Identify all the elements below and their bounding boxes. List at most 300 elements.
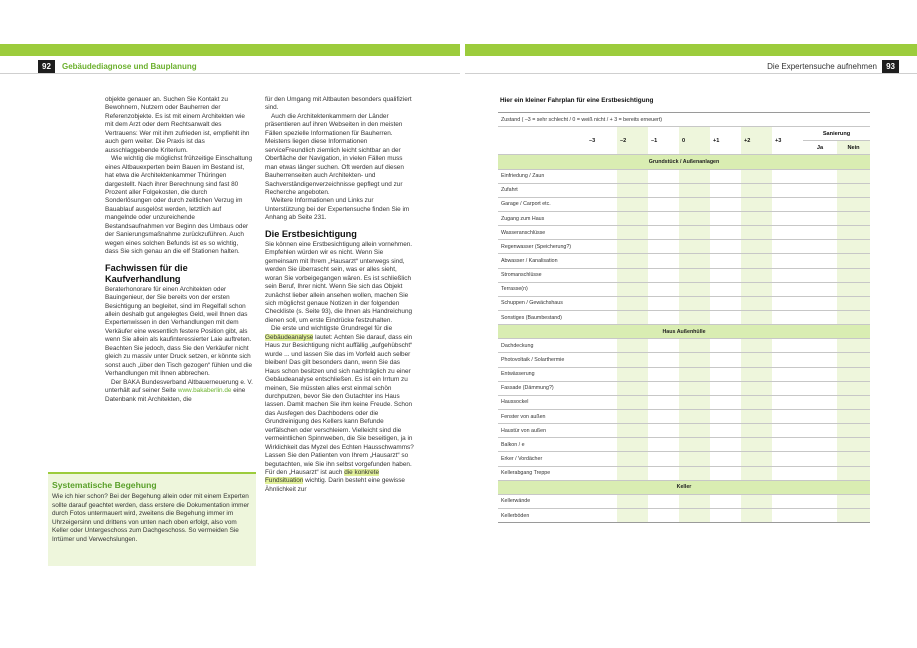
header-blank-cell xyxy=(498,127,586,155)
section-heading: Fachwissen für die Kaufverhandlung xyxy=(105,262,188,284)
rating-cell[interactable] xyxy=(710,494,741,508)
sanierung-ja-cell[interactable] xyxy=(803,367,837,381)
sanierung-nein-cell[interactable] xyxy=(837,508,870,522)
ja-header: Ja xyxy=(803,141,837,155)
checklist-item-label: Wasseranschlüsse xyxy=(498,226,586,240)
rating-cell[interactable] xyxy=(648,438,679,452)
rating-cell[interactable] xyxy=(648,226,679,240)
text-column-2 xyxy=(265,96,415,494)
rating-cell[interactable] xyxy=(617,353,648,367)
highlighted-term: die konkrete Fundsituation xyxy=(265,469,380,485)
paragraph: Sie können eine Erstbesichtigung allein vornehmen. Empfehlen würden wir es nicht. Wenn Sie gemeinsam mit Ihrem „Hausarzt“ unterwegs sind, werden Sie überrascht sein, was er alles sieht, woran Sie vorbeigegangen wären. Es ist schließlich sein Beruf, Ihrer nicht. Wenn Sie sich das Objekt zunächst lieber allein ansehen wollen, machen Sie sich möglichst genaue Notizen in der folgenden Checkliste (s. Seite 93), die Ihnen als Handreichung dienen soll, um erste Eindrücke festzuhalten. xyxy=(265,240,413,324)
sanierung-nein-cell[interactable] xyxy=(837,211,870,225)
rating-cell[interactable] xyxy=(617,367,648,381)
rating-cell[interactable] xyxy=(586,367,617,381)
rating-cell[interactable] xyxy=(586,197,617,211)
rating-cell[interactable] xyxy=(586,508,617,522)
sanierung-ja-cell[interactable] xyxy=(803,339,837,353)
sanierung-nein-cell[interactable] xyxy=(837,494,870,508)
rating-cell[interactable] xyxy=(648,395,679,409)
rating-cell[interactable] xyxy=(772,452,803,466)
rating-cell[interactable] xyxy=(617,438,648,452)
rating-cell[interactable] xyxy=(586,424,617,438)
checklist-item-label: Terrasse(n) xyxy=(498,282,586,296)
sanierung-ja-cell[interactable] xyxy=(803,268,837,282)
sanierung-nein-cell[interactable] xyxy=(837,169,870,183)
checklist-row xyxy=(498,353,870,367)
rating-cell[interactable] xyxy=(710,452,741,466)
checklist-item-label: Kellerböden xyxy=(498,508,586,522)
sanierung-nein-cell[interactable] xyxy=(837,466,870,480)
rating-cell[interactable] xyxy=(617,409,648,423)
rating-cell[interactable] xyxy=(617,226,648,240)
rating-cell[interactable] xyxy=(741,466,772,480)
rating-cell[interactable] xyxy=(679,424,710,438)
scale-header: –3 xyxy=(586,127,617,155)
rating-cell[interactable] xyxy=(741,211,772,225)
nein-header: Nein xyxy=(837,141,870,155)
rating-cell[interactable] xyxy=(741,197,772,211)
rating-cell[interactable] xyxy=(710,409,741,423)
checklist-row xyxy=(498,339,870,353)
rating-cell[interactable] xyxy=(617,211,648,225)
checklist-row xyxy=(498,395,870,409)
rating-cell[interactable] xyxy=(772,254,803,268)
sanierung-nein-cell[interactable] xyxy=(837,452,870,466)
sanierung-ja-cell[interactable] xyxy=(803,381,837,395)
scale-header: 0 xyxy=(679,127,710,155)
sanierung-header: Sanierung xyxy=(803,127,870,141)
rating-cell[interactable] xyxy=(710,438,741,452)
checklist-item-label: Kellerwände xyxy=(498,494,586,508)
sanierung-ja-cell[interactable] xyxy=(803,424,837,438)
rating-cell[interactable] xyxy=(617,466,648,480)
paragraph: Beraterhonorare für einen Architekten oder Bauingenieur, der Sie bereits von der ersten Besichtigung an begleitet, sind im Regelfall schon allein deshalb gut angelegtes Geld, weil Ihnen das Expertenwissen in den Verhandlungen mit dem Verkäufer eine wesentlich festere Position gibt, als wenn Sie allein als kaufinteressierter Laie auftreten. Beachten Sie jedoch, dass Sie den Verkäufer nicht gleich zu massiv unter Druck setzen, er könnte sich sonst auch „über den Tisch gezogen“ fühlen und die Verhandlungen mit Ihnen abbrechen. xyxy=(105,285,253,378)
rating-cell[interactable] xyxy=(617,494,648,508)
rating-cell[interactable] xyxy=(741,452,772,466)
rating-cell[interactable] xyxy=(772,438,803,452)
checklist-row xyxy=(498,424,870,438)
right-page-number: 93 xyxy=(882,60,899,73)
rating-cell[interactable] xyxy=(679,438,710,452)
rating-cell[interactable] xyxy=(772,424,803,438)
rating-cell[interactable] xyxy=(741,254,772,268)
rating-cell[interactable] xyxy=(679,339,710,353)
checklist-row xyxy=(498,438,870,452)
section-heading: Die Erstbesichtigung xyxy=(265,228,357,239)
sanierung-ja-cell[interactable] xyxy=(803,494,837,508)
rating-cell[interactable] xyxy=(710,254,741,268)
scale-header: +3 xyxy=(772,127,803,155)
scale-header: –2 xyxy=(617,127,648,155)
sanierung-ja-cell[interactable] xyxy=(803,409,837,423)
paragraph: Weitere Informationen und Links zur Unterstützung bei der Expertensuche finden Sie im Anhang ab Seite 231. xyxy=(265,197,410,222)
rating-cell[interactable] xyxy=(617,268,648,282)
section-title: Keller xyxy=(498,480,870,494)
left-page-header xyxy=(0,60,460,74)
rating-cell[interactable] xyxy=(648,494,679,508)
rating-cell[interactable] xyxy=(710,381,741,395)
paragraph xyxy=(265,325,415,494)
scale-header: –1 xyxy=(648,127,679,155)
text-span: Der BAKA Bundesverband Altbauerneuerung e. V. unterhält auf seiner Seite xyxy=(105,378,253,395)
rating-cell[interactable] xyxy=(586,226,617,240)
rating-cell[interactable] xyxy=(617,395,648,409)
checklist-row xyxy=(498,211,870,225)
rating-cell[interactable] xyxy=(679,395,710,409)
rating-cell[interactable] xyxy=(617,381,648,395)
sanierung-nein-cell[interactable] xyxy=(837,268,870,282)
rating-cell[interactable] xyxy=(710,367,741,381)
sanierung-nein-cell[interactable] xyxy=(837,438,870,452)
rating-cell[interactable] xyxy=(617,424,648,438)
rating-cell[interactable] xyxy=(586,339,617,353)
left-page-top-bar xyxy=(0,44,460,56)
rating-cell[interactable] xyxy=(710,466,741,480)
sanierung-ja-cell[interactable] xyxy=(803,169,837,183)
rating-cell[interactable] xyxy=(648,211,679,225)
sanierung-ja-cell[interactable] xyxy=(803,282,837,296)
rating-cell[interactable] xyxy=(648,424,679,438)
rating-cell[interactable] xyxy=(772,183,803,197)
rating-cell[interactable] xyxy=(648,254,679,268)
checklist-item-label: Haustür von außen xyxy=(498,424,586,438)
rating-cell[interactable] xyxy=(772,395,803,409)
text-span: wichtig. Darin besteht eine gewisse Ähnlichkeit zur xyxy=(265,477,405,493)
checklist-title: Hier ein kleiner Fahrplan für eine Erstbesichtigung xyxy=(500,97,654,104)
rating-cell[interactable] xyxy=(741,183,772,197)
section-row xyxy=(498,480,870,494)
sanierung-nein-cell[interactable] xyxy=(837,197,870,211)
sanierung-nein-cell[interactable] xyxy=(837,339,870,353)
section-row xyxy=(498,155,870,169)
rating-cell[interactable] xyxy=(648,296,679,310)
scale-header-row xyxy=(498,127,870,141)
baka-link[interactable]: www.bakaberlin.de xyxy=(177,387,232,395)
rating-cell[interactable] xyxy=(586,169,617,183)
sanierung-ja-cell[interactable] xyxy=(803,183,837,197)
checklist-item-label: Haussockel xyxy=(498,395,586,409)
paragraph: Auch die Architektenkammern der Länder präsentieren auf ihren Webseiten in den meisten Fällen spezielle Informationen für Bauherren. Meistens liegen diese Informationen serviceFreundlich ziemlich leicht sichtbar an der Oberfläche der Navigation, in vielen Fällen muss man etwas länger suchen. Oft werden auf diesen Bauherrenseiten auch Architekten- und Sachverständigenverzeichnisse gepflegt und zur Recherche angeboten. xyxy=(265,112,404,196)
scale-header: +1 xyxy=(710,127,741,155)
rating-cell[interactable] xyxy=(772,494,803,508)
rating-cell[interactable] xyxy=(617,169,648,183)
section-title: Haus Außenhülle xyxy=(498,325,870,339)
rating-cell[interactable] xyxy=(617,240,648,254)
rating-cell[interactable] xyxy=(648,339,679,353)
rating-cell[interactable] xyxy=(710,424,741,438)
rating-cell[interactable] xyxy=(586,254,617,268)
checklist-row xyxy=(498,466,870,480)
rating-cell[interactable] xyxy=(648,240,679,254)
rating-cell[interactable] xyxy=(586,452,617,466)
paragraph xyxy=(105,379,253,404)
rating-cell[interactable] xyxy=(710,353,741,367)
text-span: lautet: Achten Sie darauf, dass ein Haus zur Besichtigung nicht auffällig „aufgehübscht“ wurde ... und lassen Sie das im Vorfeld auch selber bleiben! Das gilt besonders dann, wenn Sie das Haus schon besitzen und sich nachträglich zu einer Gebäudeanalyse entschließen. Es ist ein Irrtum zu meinen, Sie müssten alles erst einmal schön durchputzen, bevor Sie den Gutachter ins Haus lassen. Damit machen Sie ihm keine Freude. Schon das Ausfegen des Dachbodens oder die Grundreinigung des Kellers kann Befunde verfälschen oder verschleiern. Vielleicht sind die vermeintlichen Spinnweben, die Sie beseitigen, ja in Wirklichkeit das Myzel des Echten Hausschwamms? Lassen Sie den Patienten von Ihrem „Hausarzt“ so begutachten, wie Sie ihn selbst vorgefunden haben. Für den „Hausarzt“ ist auch xyxy=(265,333,414,477)
rating-cell[interactable] xyxy=(679,169,710,183)
sanierung-nein-cell[interactable] xyxy=(837,409,870,423)
checklist-row xyxy=(498,226,870,240)
rating-cell[interactable] xyxy=(648,169,679,183)
rating-cell[interactable] xyxy=(586,466,617,480)
sanierung-ja-cell[interactable] xyxy=(803,310,837,324)
rating-cell[interactable] xyxy=(679,466,710,480)
checklist-row xyxy=(498,254,870,268)
rating-cell[interactable] xyxy=(741,409,772,423)
section-title: Grundstück / Außenanlagen xyxy=(498,155,870,169)
checklist-row xyxy=(498,197,870,211)
rating-cell[interactable] xyxy=(679,211,710,225)
rating-cell[interactable] xyxy=(710,339,741,353)
rating-cell[interactable] xyxy=(679,353,710,367)
right-page-top-bar xyxy=(465,44,917,56)
rating-cell[interactable] xyxy=(741,508,772,522)
right-page-header xyxy=(465,60,917,74)
rating-cell[interactable] xyxy=(741,339,772,353)
text-span: Die erste und wichtigste Grundregel für die xyxy=(271,325,393,333)
info-box xyxy=(48,472,256,566)
rating-cell[interactable] xyxy=(710,226,741,240)
checklist-item-label: Einfriedung / Zaun xyxy=(498,169,586,183)
checklist-item-label: Erker / Vordächer xyxy=(498,452,586,466)
checklist-row xyxy=(498,508,870,522)
rating-cell[interactable] xyxy=(710,240,741,254)
rating-cell[interactable] xyxy=(617,296,648,310)
sanierung-nein-cell[interactable] xyxy=(837,240,870,254)
left-section-title: Gebäudediagnose und Bauplanung xyxy=(62,62,197,71)
info-box-title: Systematische Begehung xyxy=(52,480,157,490)
rating-cell[interactable] xyxy=(586,240,617,254)
checklist-item-label: Entwässerung xyxy=(498,367,586,381)
sanierung-nein-cell[interactable] xyxy=(837,395,870,409)
text-column-1 xyxy=(105,96,253,404)
rating-cell[interactable] xyxy=(772,240,803,254)
sanierung-ja-cell[interactable] xyxy=(803,211,837,225)
rating-cell[interactable] xyxy=(741,296,772,310)
rating-cell[interactable] xyxy=(586,183,617,197)
rating-cell[interactable] xyxy=(772,211,803,225)
checklist-item-label: Zugang zum Haus xyxy=(498,211,586,225)
checklist-item-label: Balkon / e xyxy=(498,438,586,452)
rating-cell[interactable] xyxy=(617,254,648,268)
rating-cell[interactable] xyxy=(679,296,710,310)
sanierung-nein-cell[interactable] xyxy=(837,226,870,240)
checklist-item-label: Dachdeckung xyxy=(498,339,586,353)
rating-cell[interactable] xyxy=(772,169,803,183)
rating-cell[interactable] xyxy=(772,353,803,367)
right-section-title: Die Expertensuche aufnehmen xyxy=(767,62,877,71)
rating-cell[interactable] xyxy=(648,197,679,211)
rating-cell[interactable] xyxy=(648,452,679,466)
paragraph: für den Umgang mit Altbauten besonders qualifiziert sind. xyxy=(265,96,412,112)
rating-cell[interactable] xyxy=(648,508,679,522)
rating-cell[interactable] xyxy=(772,282,803,296)
checklist-row xyxy=(498,296,870,310)
rating-cell[interactable] xyxy=(586,296,617,310)
rating-cell[interactable] xyxy=(648,353,679,367)
rating-cell[interactable] xyxy=(772,381,803,395)
checklist-item-label: Fassade (Dämmung?) xyxy=(498,381,586,395)
rating-cell[interactable] xyxy=(648,310,679,324)
rating-cell[interactable] xyxy=(648,183,679,197)
sanierung-ja-cell[interactable] xyxy=(803,466,837,480)
rating-cell[interactable] xyxy=(586,353,617,367)
rating-cell[interactable] xyxy=(648,282,679,296)
rating-cell[interactable] xyxy=(741,268,772,282)
checklist-item-label: Kellerabgang Treppe xyxy=(498,466,586,480)
checklist-item-label: Sonstiges (Baumbestand) xyxy=(498,310,586,324)
info-box-text: Wie ich hier schon? Bei der Begehung allein oder mit einem Experten sollte darauf geachtet werden, dass erstere die Dokumentation immer durch Fotos untermauert wird, zweitens die Begehung immer im Uhrzeigersinn und drittens von unten nach oben erfolgt, also vom Keller oder Untergeschoss zum Dachgeschoss. So vermeiden Sie Irrtümer und Verwechslungen. xyxy=(52,493,250,543)
rating-cell[interactable] xyxy=(586,268,617,282)
sanierung-ja-cell[interactable] xyxy=(803,254,837,268)
rating-cell[interactable] xyxy=(741,494,772,508)
rating-cell[interactable] xyxy=(741,353,772,367)
rating-cell[interactable] xyxy=(648,367,679,381)
checklist-table xyxy=(498,112,870,523)
sanierung-ja-cell[interactable] xyxy=(803,296,837,310)
checklist-row xyxy=(498,183,870,197)
rating-cell[interactable] xyxy=(772,226,803,240)
sanierung-ja-cell[interactable] xyxy=(803,226,837,240)
left-page-number: 92 xyxy=(38,60,55,73)
rating-cell[interactable] xyxy=(586,494,617,508)
rating-cell[interactable] xyxy=(741,310,772,324)
rating-cell[interactable] xyxy=(679,409,710,423)
checklist-item-label: Schuppen / Gewächshaus xyxy=(498,296,586,310)
paragraph: objekte genauer an. Suchen Sie Kontakt zu Bewohnern, Nutzern oder Bauherren der Referenzobjekte. Es ist mit einem Architekten wie mit dem Arzt oder dem Rechtsanwalt des Vertrauens: Wer mit ihm zufrieden ist, empfiehlt ihn auch gern weiter. Die Praxis ist das ausschlaggebende Kriterium. xyxy=(105,96,250,154)
rating-cell[interactable] xyxy=(679,367,710,381)
rating-cell[interactable] xyxy=(679,381,710,395)
rating-cell[interactable] xyxy=(679,268,710,282)
rating-cell[interactable] xyxy=(679,226,710,240)
rating-cell[interactable] xyxy=(772,268,803,282)
checklist-row xyxy=(498,409,870,423)
rating-cell[interactable] xyxy=(772,310,803,324)
rating-cell[interactable] xyxy=(617,339,648,353)
rating-cell[interactable] xyxy=(772,409,803,423)
checklist-item-label: Regenwasser (Speicherung?) xyxy=(498,240,586,254)
rating-cell[interactable] xyxy=(679,310,710,324)
rating-cell[interactable] xyxy=(710,508,741,522)
rating-cell[interactable] xyxy=(741,424,772,438)
rating-cell[interactable] xyxy=(617,197,648,211)
checklist-item-label: Garage / Carport etc. xyxy=(498,197,586,211)
sanierung-nein-cell[interactable] xyxy=(837,282,870,296)
rating-cell[interactable] xyxy=(710,395,741,409)
rating-cell[interactable] xyxy=(741,367,772,381)
rating-cell[interactable] xyxy=(741,226,772,240)
sanierung-nein-cell[interactable] xyxy=(837,183,870,197)
rating-cell[interactable] xyxy=(586,409,617,423)
rating-cell[interactable] xyxy=(772,197,803,211)
paragraph: Wie wichtig die möglichst frühzeitige Einschaltung eines Altbauexperten beim Bauen im Bestand ist, hat etwa die Architektenkammer Thüringen dargestellt. Nach ihrer Berechnung sind fast 80 Prozent aller Folgekosten, die durch Sonderlösungen oder durch zeitlichen Verzug im Bauablauf ausgelöst werden, letztlich auf mangelnde oder unzureichende Bestandsaufnahmen vor Beginn des Umbaus oder der Sanierungsmaßnahme zurückzuführen. Auch wegen eines solchen Befunds ist es so wichtig, dass Sie sich genau an die elf Stationen halten. xyxy=(105,155,253,256)
rating-cell[interactable] xyxy=(741,169,772,183)
rating-cell[interactable] xyxy=(710,169,741,183)
rating-cell[interactable] xyxy=(679,240,710,254)
checklist-item-label: Photovoltaik / Solarthermie xyxy=(498,353,586,367)
rating-cell[interactable] xyxy=(586,211,617,225)
zustand-legend: Zustand ( –3 = sehr schlecht / 0 = weiß nicht / + 3 = bereits erneuert) xyxy=(498,113,870,127)
checklist-row xyxy=(498,367,870,381)
rating-cell[interactable] xyxy=(648,409,679,423)
sanierung-nein-cell[interactable] xyxy=(837,310,870,324)
rating-cell[interactable] xyxy=(741,395,772,409)
rating-cell[interactable] xyxy=(679,508,710,522)
rating-cell[interactable] xyxy=(648,268,679,282)
sanierung-nein-cell[interactable] xyxy=(837,254,870,268)
rating-cell[interactable] xyxy=(679,282,710,296)
sanierung-nein-cell[interactable] xyxy=(837,381,870,395)
rating-cell[interactable] xyxy=(679,254,710,268)
rating-cell[interactable] xyxy=(679,452,710,466)
rating-cell[interactable] xyxy=(586,395,617,409)
sanierung-nein-cell[interactable] xyxy=(837,296,870,310)
sanierung-ja-cell[interactable] xyxy=(803,508,837,522)
rating-cell[interactable] xyxy=(679,183,710,197)
rating-cell[interactable] xyxy=(710,211,741,225)
rating-cell[interactable] xyxy=(586,310,617,324)
rating-cell[interactable] xyxy=(710,282,741,296)
checklist-row xyxy=(498,282,870,296)
sanierung-ja-cell[interactable] xyxy=(803,240,837,254)
checklist-row xyxy=(498,240,870,254)
rating-cell[interactable] xyxy=(617,282,648,296)
rating-cell[interactable] xyxy=(772,339,803,353)
rating-cell[interactable] xyxy=(679,197,710,211)
rating-cell[interactable] xyxy=(617,508,648,522)
text-span: eine Datenbank mit Architekten, die xyxy=(105,387,246,403)
sanierung-ja-cell[interactable] xyxy=(803,395,837,409)
rating-cell[interactable] xyxy=(772,296,803,310)
highlighted-term: Gebäudeanalyse xyxy=(265,333,314,341)
rating-cell[interactable] xyxy=(710,197,741,211)
rating-cell[interactable] xyxy=(710,296,741,310)
rating-cell[interactable] xyxy=(710,183,741,197)
checklist-row xyxy=(498,494,870,508)
checklist-item-label: Fenster von außen xyxy=(498,409,586,423)
rating-cell[interactable] xyxy=(741,282,772,296)
rating-cell[interactable] xyxy=(741,381,772,395)
rating-cell[interactable] xyxy=(710,268,741,282)
rating-cell[interactable] xyxy=(586,438,617,452)
rating-cell[interactable] xyxy=(741,438,772,452)
scale-header: +2 xyxy=(741,127,772,155)
sanierung-nein-cell[interactable] xyxy=(837,367,870,381)
rating-cell[interactable] xyxy=(617,452,648,466)
rating-cell[interactable] xyxy=(648,381,679,395)
rating-cell[interactable] xyxy=(586,282,617,296)
rating-cell[interactable] xyxy=(772,466,803,480)
rating-cell[interactable] xyxy=(772,367,803,381)
checklist-item-label: Zufahrt xyxy=(498,183,586,197)
rating-cell[interactable] xyxy=(617,183,648,197)
rating-cell[interactable] xyxy=(586,381,617,395)
sanierung-ja-cell[interactable] xyxy=(803,452,837,466)
sanierung-ja-cell[interactable] xyxy=(803,438,837,452)
sanierung-ja-cell[interactable] xyxy=(803,353,837,367)
rating-cell[interactable] xyxy=(710,310,741,324)
checklist-row xyxy=(498,310,870,324)
rating-cell[interactable] xyxy=(679,494,710,508)
rating-cell[interactable] xyxy=(648,466,679,480)
rating-cell[interactable] xyxy=(617,310,648,324)
sanierung-nein-cell[interactable] xyxy=(837,424,870,438)
rating-cell[interactable] xyxy=(772,508,803,522)
checklist-row xyxy=(498,169,870,183)
rating-cell[interactable] xyxy=(741,240,772,254)
sanierung-nein-cell[interactable] xyxy=(837,353,870,367)
sanierung-ja-cell[interactable] xyxy=(803,197,837,211)
